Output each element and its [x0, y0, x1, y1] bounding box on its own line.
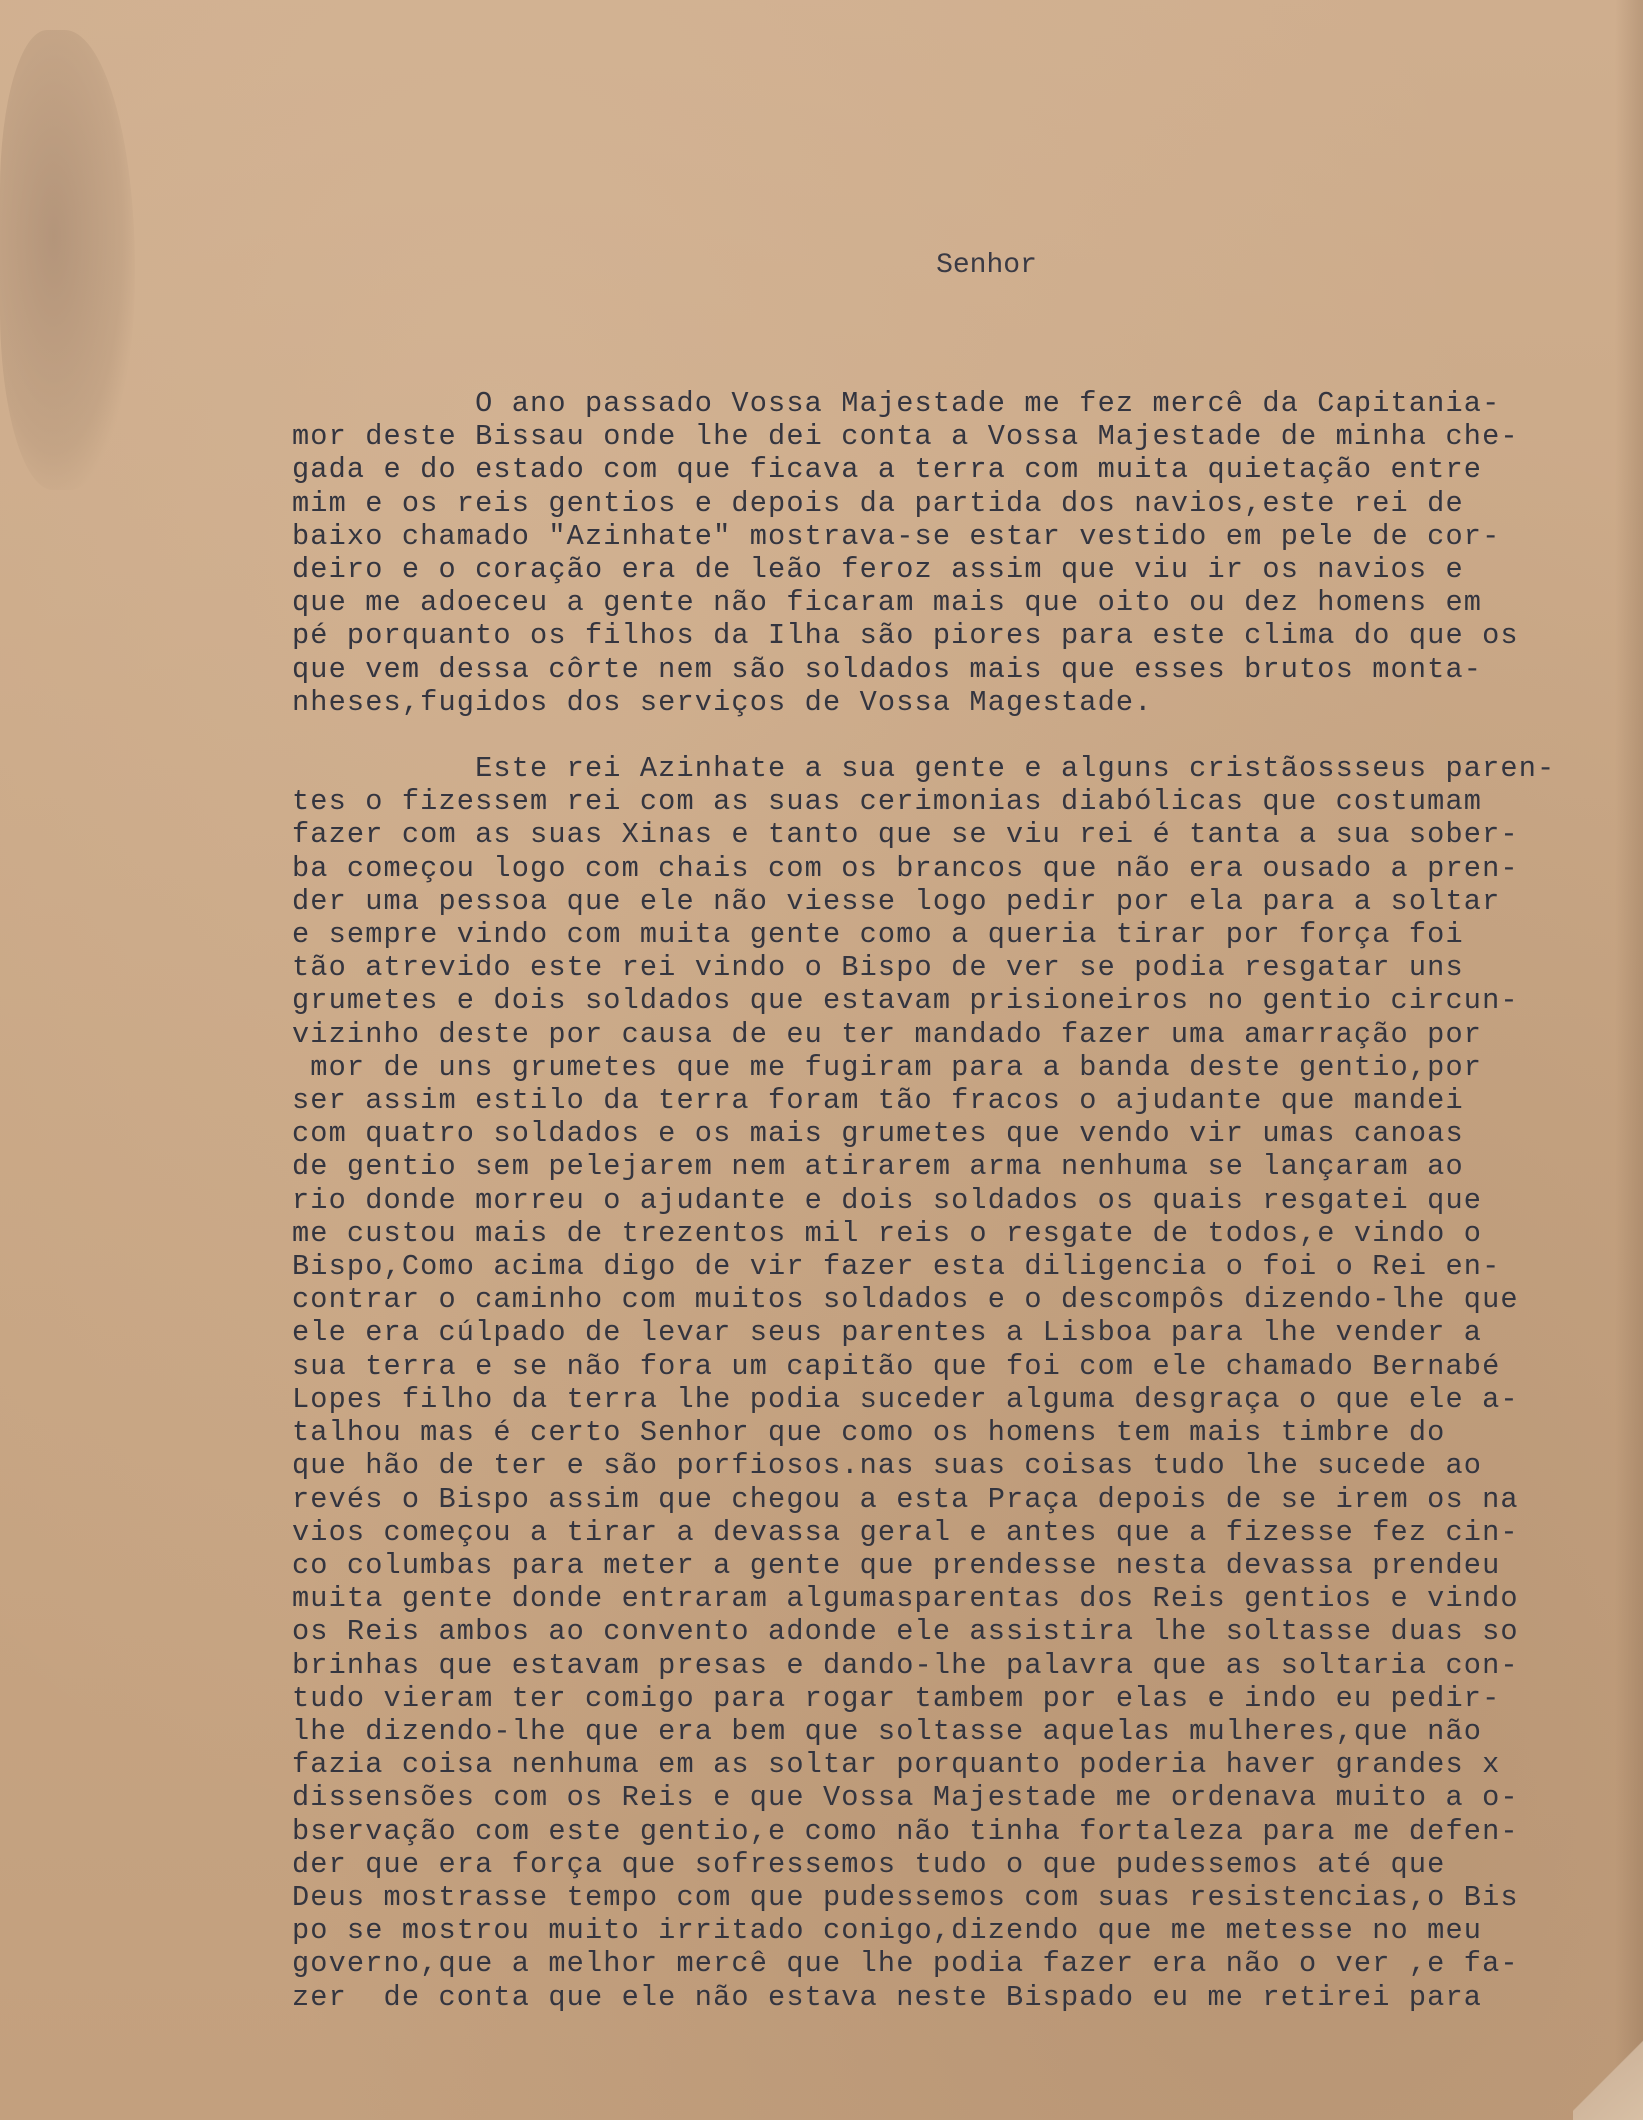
text-line: Este rei Azinhate a sua gente e alguns cristãossseus paren- — [292, 752, 1556, 786]
text-line: fazer com as suas Xinas e tanto que se viu rei é tanta a sua sober- — [292, 818, 1519, 852]
text-line: tão atrevido este rei vindo o Bispo de ver se podia resgatar uns — [292, 951, 1464, 985]
text-line: contrar o caminho com muitos soldados e o descompôs dizendo-lhe que — [292, 1283, 1519, 1317]
text-line: mim e os reis gentios e depois da partida dos navios,este rei de — [292, 486, 1464, 520]
text-line: brinhas que estavam presas e dando-lhe palavra que as soltaria con- — [292, 1648, 1519, 1682]
text-line: Bispo,Como acima digo de vir fazer esta diligencia o foi o Rei en- — [292, 1250, 1501, 1284]
text-line: sua terra e se não fora um capitão que foi com ele chamado Bernabé — [292, 1349, 1501, 1383]
text-line: talhou mas é certo Senhor que como os homens tem mais timbre do — [292, 1416, 1446, 1450]
text-line: dissensões com os Reis e que Vossa Majestade me ordenava muito a o- — [292, 1781, 1519, 1815]
text-line: bservação com este gentio,e como não tinha fortaleza para me defen- — [292, 1814, 1519, 1848]
text-line: zer de conta que ele não estava neste Bispado eu me retirei para — [292, 1980, 1483, 2014]
letter-body — [292, 387, 1632, 2014]
text-line: que vem dessa côrte nem são soldados mais que esses brutos monta- — [292, 652, 1483, 686]
text-line: revés o Bispo assim que chegou a esta Praça depois de se irem os na — [292, 1482, 1519, 1516]
text-line: governo,que a melhor mercê que lhe podia fazer era não o ver ,e fa- — [292, 1947, 1519, 1981]
text-line: ser assim estilo da terra foram tão fracos o ajudante que mandei — [292, 1084, 1464, 1118]
text-line: deiro e o coração era de leão feroz assim que viu ir os navios e — [292, 553, 1464, 587]
text-line: ele era cúlpado de levar seus parentes a Lisboa para lhe vender a — [292, 1316, 1483, 1350]
text-line: vios começou a tirar a devassa geral e antes que a fizesse fez cin- — [292, 1515, 1519, 1549]
text-line: co columbas para meter a gente que prendesse nesta devassa prendeu — [292, 1548, 1501, 1582]
text-line: tudo vieram ter comigo para rogar tambem por elas e indo eu pedir- — [292, 1681, 1501, 1715]
text-line: pé porquanto os filhos da Ilha são piores para este clima do que os — [292, 619, 1519, 653]
text-line: nheses,fugidos dos serviços de Vossa Magestade. — [292, 685, 1153, 719]
text-line: vizinho deste por causa de eu ter mandado fazer uma amarração por — [292, 1017, 1483, 1051]
text-line: ba começou logo com chais com os brancos que não era ousado a pren- — [292, 851, 1519, 885]
text-line: Lopes filho da terra lhe podia suceder alguma desgraça o que ele a- — [292, 1382, 1519, 1416]
text-line: me custou mais de trezentos mil reis o resgate de todos,e vindo o — [292, 1216, 1483, 1250]
paragraph — [292, 752, 1632, 2014]
text-line: que hão de ter e são porfiosos.nas suas coisas tudo lhe sucede ao — [292, 1449, 1483, 1483]
text-line: po se mostrou muito irritado conigo,dizendo que me metesse no meu — [292, 1914, 1483, 1948]
text-line: mor de uns grumetes que me fugiram para a banda deste gentio,por — [292, 1050, 1483, 1084]
text-line: rio donde morreu o ajudante e dois soldados os quais resgatei que — [292, 1183, 1483, 1217]
text-line: grumetes e dois soldados que estavam prisioneiros no gentio circun- — [292, 984, 1519, 1018]
text-line: com quatro soldados e os mais grumetes que vendo vir umas canoas — [292, 1117, 1464, 1151]
text-line: muita gente donde entraram algumasparentas dos Reis gentios e vindo — [292, 1582, 1519, 1616]
text-line: tes o fizessem rei com as suas cerimonias diabólicas que costumam — [292, 785, 1483, 819]
text-line: fazia coisa nenhuma em as soltar porquanto poderia haver grandes x — [292, 1748, 1501, 1782]
text-line: gada e do estado com que ficava a terra com muita quietação entre — [292, 453, 1483, 487]
text-line: os Reis ambos ao convento adonde ele assistira lhe soltasse duas so — [292, 1615, 1519, 1649]
text-line: de gentio sem pelejarem nem atirarem arma nenhuma se lançaram ao — [292, 1150, 1464, 1184]
text-line: baixo chamado "Azinhate" mostrava-se estar vestido em pele de cor- — [292, 519, 1501, 553]
salutation-container — [165, 250, 1643, 281]
text-line: Deus mostrasse tempo com que pudessemos com suas resistencias,o Bis — [292, 1880, 1519, 1914]
text-line: que me adoeceu a gente não ficaram mais que oito ou dez homens em — [292, 586, 1483, 620]
text-line: e sempre vindo com muita gente como a queria tirar por força foi — [292, 918, 1464, 952]
text-line: der que era força que sofressemos tudo o que pudessemos até que — [292, 1847, 1446, 1881]
text-line: der uma pessoa que ele não viesse logo pedir por ela para a soltar — [292, 884, 1501, 918]
text-line: O ano passado Vossa Majestade me fez mercê da Capitania- — [292, 387, 1501, 420]
folded-corner — [1573, 2030, 1643, 2120]
paragraph — [292, 387, 1632, 719]
paper-stain — [0, 30, 135, 490]
text-line: mor deste Bissau onde lhe dei conta a Vossa Majestade de minha che- — [292, 420, 1519, 454]
salutation: Senhor — [936, 250, 1037, 281]
text-line: lhe dizendo-lhe que era bem que soltasse aquelas mulheres,que não — [292, 1714, 1483, 1748]
